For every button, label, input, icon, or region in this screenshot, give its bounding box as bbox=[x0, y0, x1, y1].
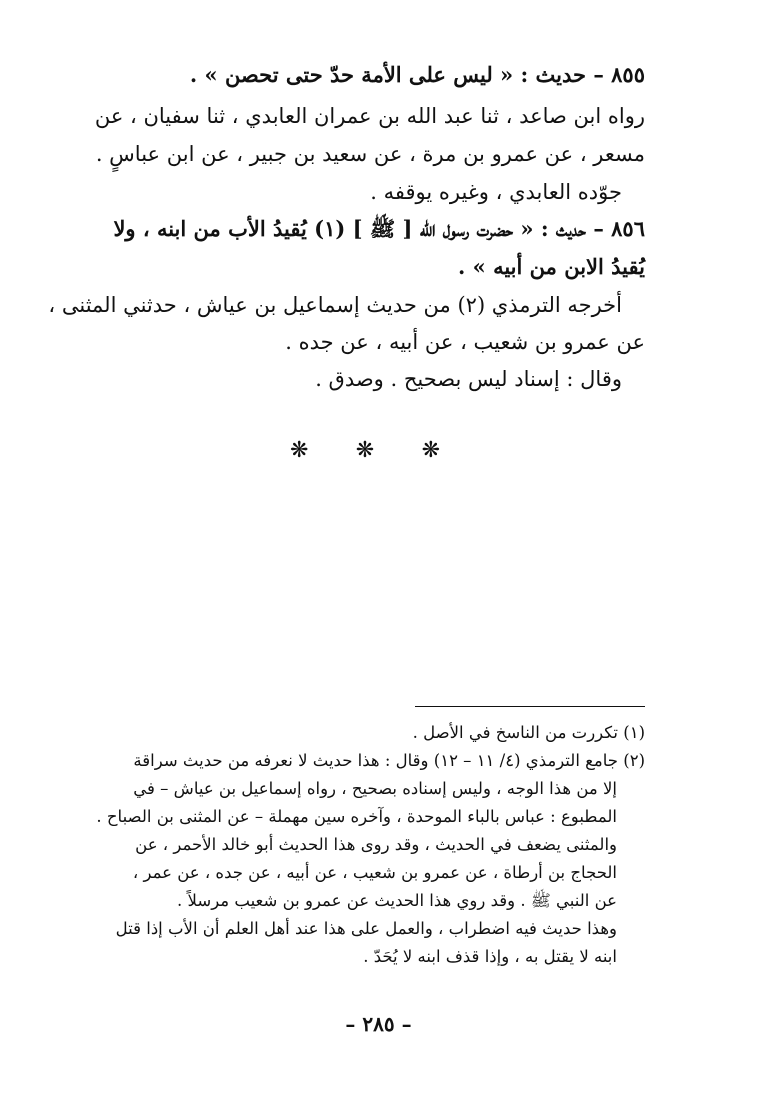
footnote-2-line-6: عن النبي ﷺ . وقد روي هذا الحديث عن عمرو بن شعيب مرسلاً . bbox=[177, 891, 617, 910]
footnote-2-line-8: ابنه لا يقتل به ، وإذا قذف ابنه لا يُحَدّ . bbox=[363, 947, 617, 966]
hadith-855-chain-line-2: مسعر ، عن عمرو بن مرة ، عن سعيد بن جبير ، عن ابن عباسٍ . bbox=[95, 142, 645, 166]
separator-star: ❋ bbox=[421, 438, 440, 463]
footnote-1: (١) تكررت من الناسخ في الأصل . bbox=[412, 723, 645, 742]
section-separator bbox=[290, 436, 440, 466]
separator-star: ❋ bbox=[290, 438, 309, 463]
footnote-2-line-2: إلا من هذا الوجه ، وليس إسناده بصحيح ، رواه إسماعيل بن عياش – في bbox=[133, 779, 617, 798]
hadith-856-title-line-1: ٨٥٦ – حديث : « حضرت رسول الله [ ﷺ ] (١) يُقيدُ الأب من ابنه ، ولا bbox=[113, 216, 645, 241]
footnote-2-line-3: المطبوع : عباس بالباء الموحدة ، وآخره سين مهملة – عن المثنى بن الصباح . bbox=[96, 807, 617, 826]
hadith-855-chain-line-1: رواه ابن صاعد ، ثنا عبد الله بن عمران العابدي ، ثنا سفيان ، عن bbox=[94, 104, 645, 128]
hadith-856-source-line-2: عن عمرو بن شعيب ، عن أبيه ، عن جده . bbox=[285, 330, 645, 354]
page-number: – ٢٨٥ – bbox=[345, 1012, 412, 1036]
hadith-856-source-line-1: أخرجه الترمذي (٢) من حديث إسماعيل بن عياش ، حدثني المثنى ، bbox=[48, 293, 622, 317]
hadith-855-grading: جوّده العابدي ، وغيره يوقفه . bbox=[370, 180, 622, 204]
hadith-856-grading: وقال : إسناد ليس بصحيح . وصدق . bbox=[315, 367, 622, 391]
footnote-2-line-4: والمثنى يضعف في الحديث ، وقد روى هذا الحديث أبو خالد الأحمر ، عن bbox=[135, 835, 617, 854]
footnote-2-line-1: (٢) جامع الترمذي (٤/ ١١ – ١٢) وقال : هذا حديث لا نعرفه من حديث سراقة bbox=[133, 751, 645, 770]
footnote-divider bbox=[415, 706, 645, 707]
hadith-856-title-line-2: يُقيدُ الابن من أبيه » . bbox=[458, 254, 645, 279]
footnote-2-line-7: وهذا حديث فيه اضطراب ، والعمل على هذا عند أهل العلم أن الأب إذا قتل bbox=[115, 919, 617, 938]
separator-star: ❋ bbox=[355, 438, 375, 463]
footnote-2-line-5: الحجاج بن أرطاة ، عن عمرو بن شعيب ، عن أبيه ، عن جده ، عن عمر ، bbox=[132, 863, 617, 882]
hadith-855-title: ٨٥٥ – حديث : « ليس على الأمة حدّ حتى تحصن » . bbox=[189, 62, 645, 87]
